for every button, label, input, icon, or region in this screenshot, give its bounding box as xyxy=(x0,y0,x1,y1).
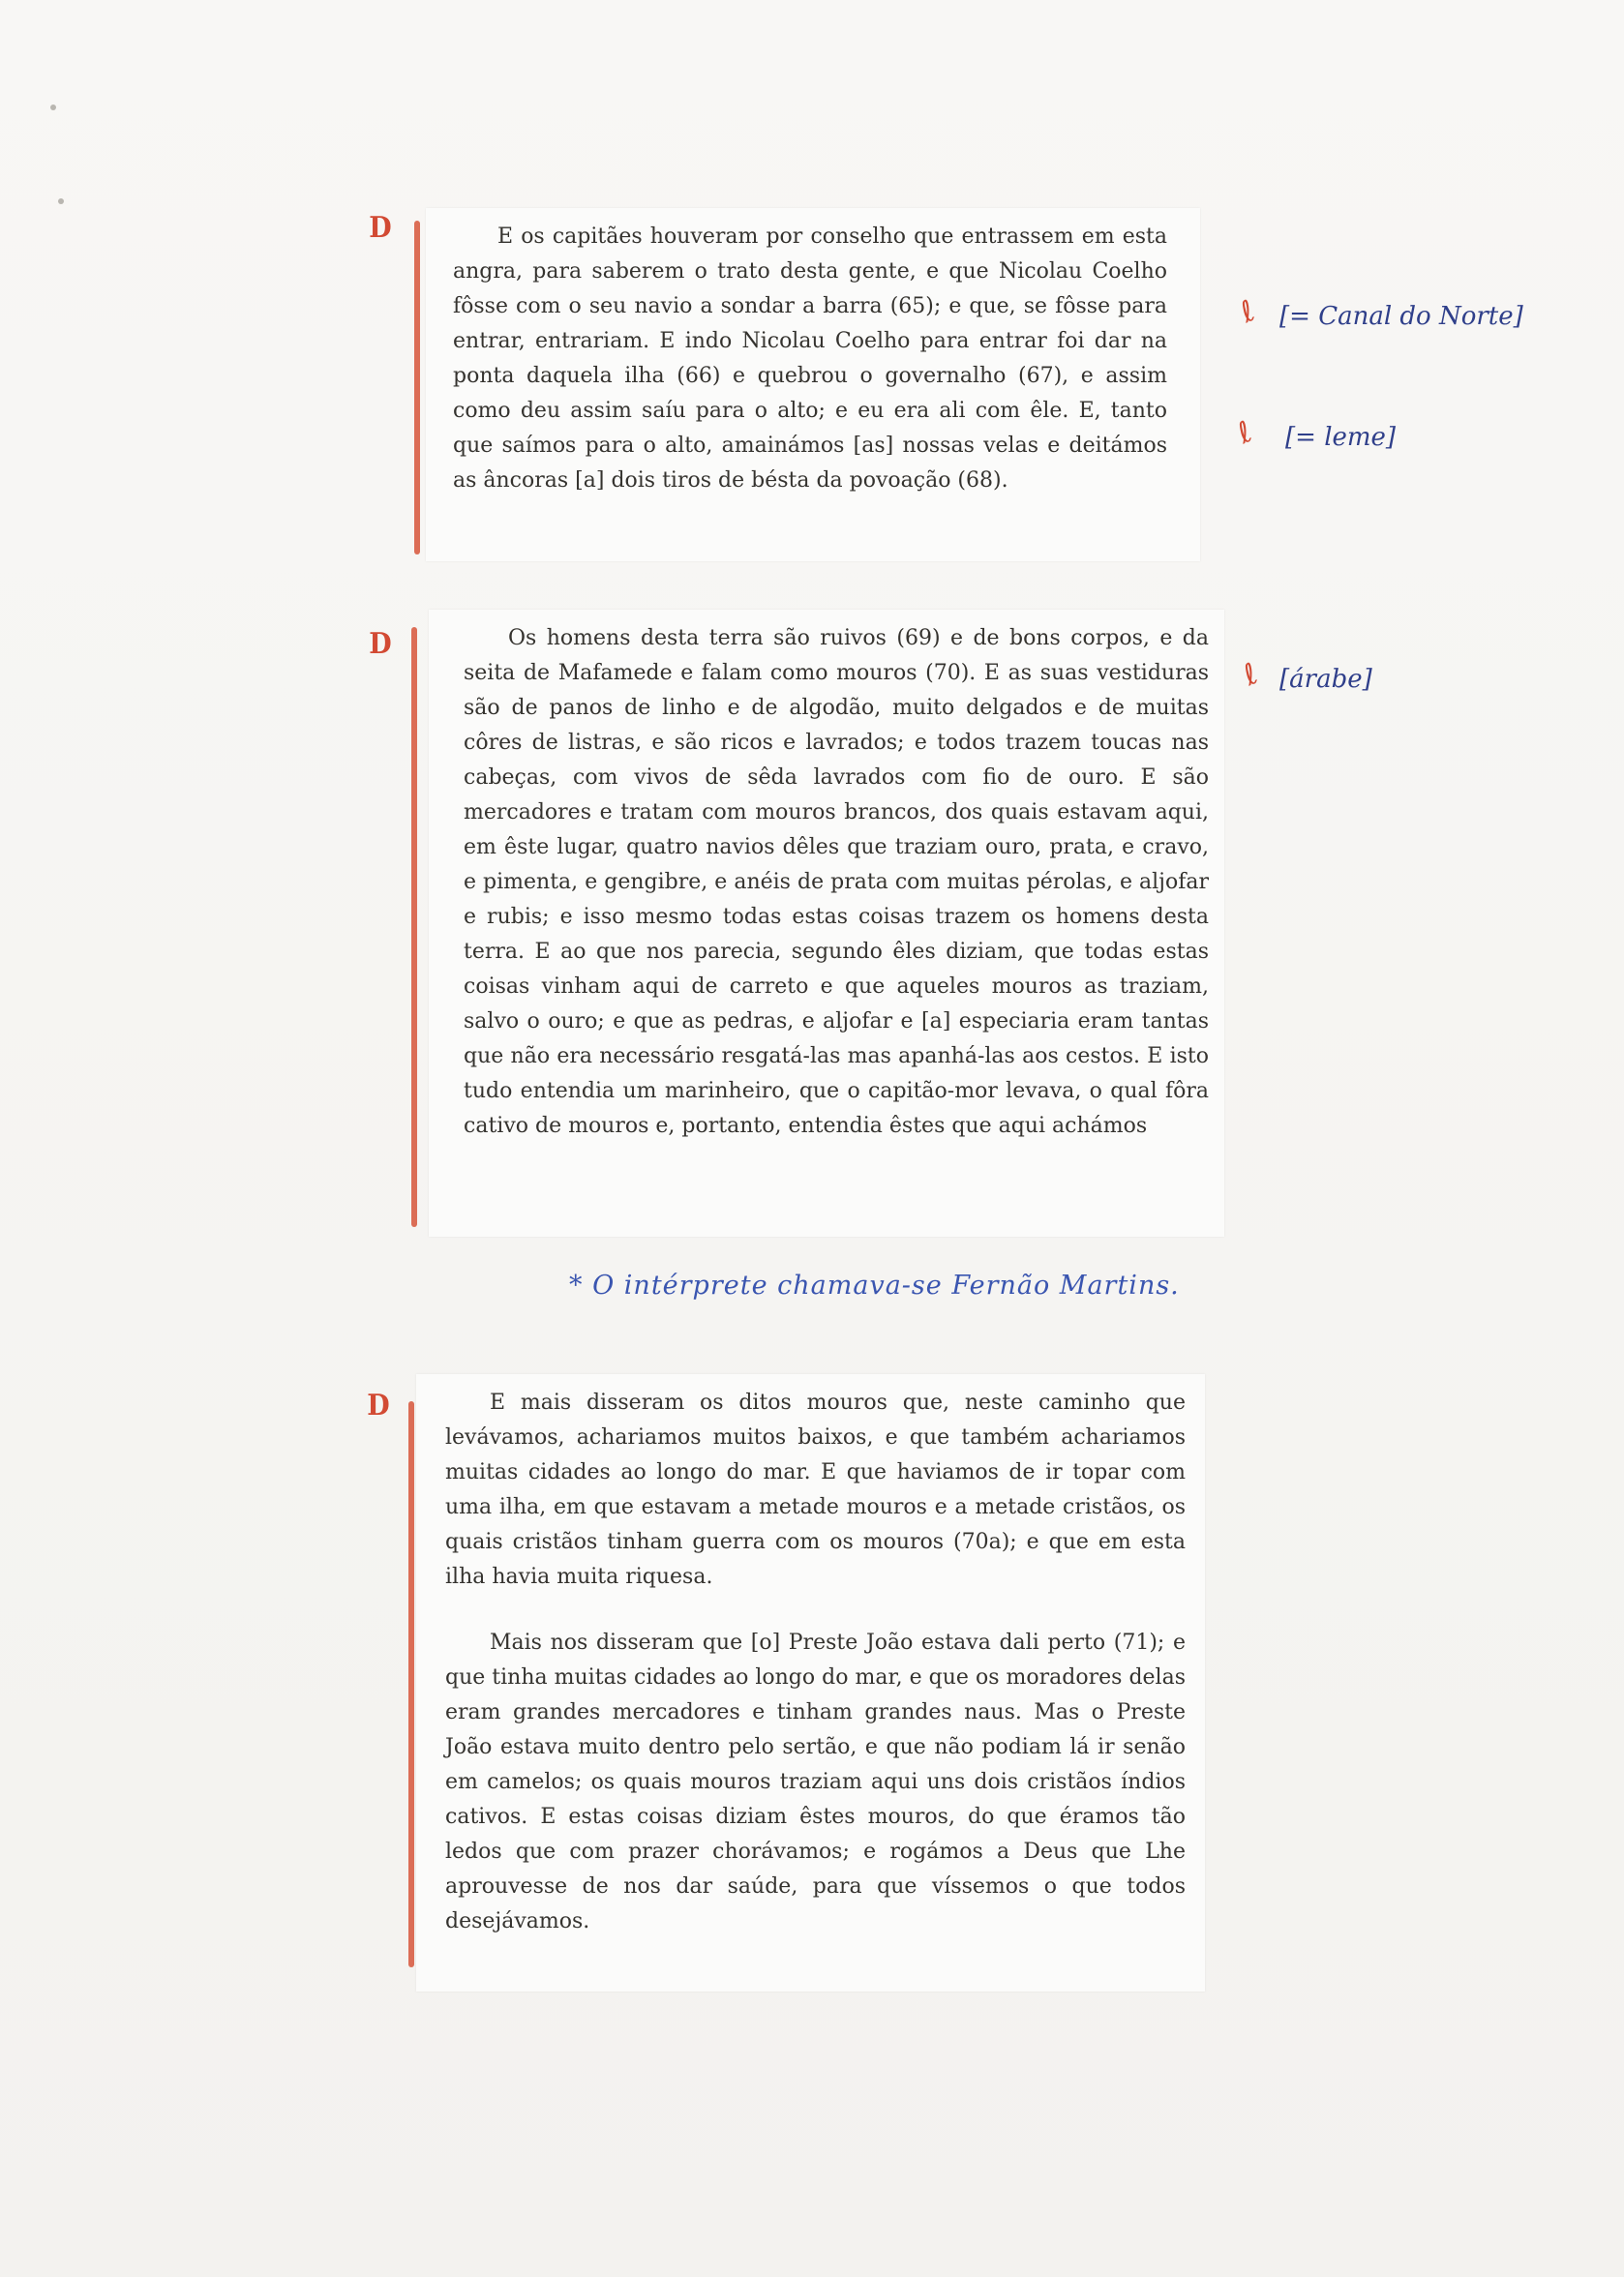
paragraph-4: Mais nos disseram que [o] Preste João estava dali perto (71); e que tinha muitas cidades ao longo do mar, e que os moradores delas eram grandes mercadores e tinham grandes naus. Mas o Preste João estava muito dentro pelo sertão, e que não podiam lá ir senão em camelos; os quais mouros traziam aqui uns dois cristãos índios cativos. E estas coisas diziam êstes mouros, do que éramos tão ledos que com prazer chorávamos; e rogámos a Deus que Lhe aprouvesse de nos dar saúde, para que víssemos o que todos desejávamos. xyxy=(445,1631,1186,1933)
margin-mark-d: D xyxy=(369,627,392,661)
red-margin-bar xyxy=(411,627,417,1227)
check-mark: ℓ xyxy=(1238,657,1264,693)
check-mark: ℓ xyxy=(1235,294,1261,330)
side-note-canal: [= Canal do Norte] xyxy=(1279,302,1523,331)
text-clipping-2 xyxy=(429,610,1224,1237)
paragraph-2: Os homens desta terra são ruivos (69) e de bons corpos, e da seita de Mafamede e falam como mouros (70). E as suas vestiduras são de panos de linho e de algodão, muito delgados e de muitas côres de listras, e são ricos e lavrados; e todos trazem toucas nas cabeças, com vivos de sêda lavrados com fio de ouro. E são mercadores e tratam com mouros brancos, dos quais estavam aqui, em êste lugar, quatro navios dêles que traziam ouro, prata, e cravo, e pimenta, e gengibre, e anéis de prata com muitas pérolas, e aljofar e rubis; e isso mesmo todas estas coisas trazem os homens desta terra. E ao que nos parecia, segundo êles diziam, que todas estas coisas vinham aqui de carreto e que aqueles mouros as traziam, salvo o ouro; e que as pedras, e aljofar e [a] especiaria eram tantas que não era necessário resgatá-las mas apanhá-las aos cestos. E isto tudo entendia um marinheiro, que o capitão-mor levava, o qual fôra cativo de mouros e, portanto, entendia êstes que aqui achámos xyxy=(464,626,1209,1138)
margin-mark-d: D xyxy=(367,1389,390,1423)
margin-mark-d: D xyxy=(369,211,392,245)
paper-speck xyxy=(58,198,64,204)
text-clipping-1 xyxy=(426,208,1200,561)
paragraph-1: E os capitães houveram por conselho que entrassem em esta angra, para saberem o trato desta gente, e que Nicolau Coelho fôsse com o seu navio a sondar a barra (65); e que, se fôsse para entrar, entrariam. E indo Nicolau Coelho para entrar foi dar na ponta daquela ilha (66) e quebrou o governalho (67), e assim como deu assim saíu para o alto; e eu era ali com êle. E, tanto que saímos para o alto, amainámos [as] nossas velas e deitámos as âncoras [a] dois tiros de bésta da povoação (68). xyxy=(453,225,1167,493)
text-clipping-3 xyxy=(416,1374,1205,1992)
red-margin-bar xyxy=(414,221,420,554)
red-margin-bar xyxy=(408,1401,414,1967)
handwritten-interpreter-note: * O intérprete chamava-se Fernão Martins. xyxy=(569,1271,1180,1301)
side-note-leme: [= leme] xyxy=(1285,423,1397,452)
paper-speck xyxy=(50,105,56,110)
paragraph-3: E mais disseram os ditos mouros que, neste caminho que levávamos, achariamos muitos baixos, e que também achariamos muitas cidades ao longo do mar. E que haviamos de ir topar com uma ilha, em que estavam a metade mouros e a metade cristãos, os quais cristãos tinham guerra com os mouros (70a); e que em esta ilha havia muita riquesa. xyxy=(445,1391,1186,1589)
check-mark: ℓ xyxy=(1232,415,1258,451)
side-note-arabe: [árabe] xyxy=(1279,665,1372,694)
